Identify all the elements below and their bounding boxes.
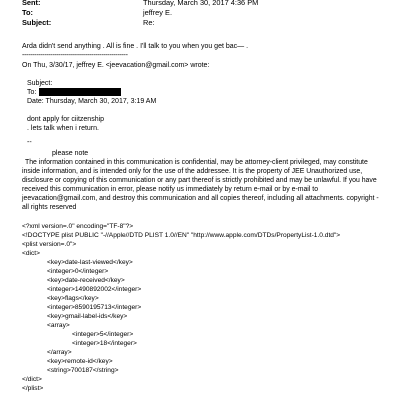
quoted-subject-label: Subject: xyxy=(27,80,53,87)
disclaimer-line-6: all rights reserved xyxy=(22,204,77,211)
disclaimer-line-1: The information contained in this communication is confidential, may be attorney-client privileged, may constitute xyxy=(25,159,368,166)
disclaimer-line-4: received this communication in error, please notify us immediately by return e-mail or by e-mail to xyxy=(22,186,319,193)
dash-line: -- xyxy=(27,139,32,146)
quoted-line-2: . lets talk when i return. xyxy=(27,125,99,132)
xml-plist-open: <plist version=.0"> xyxy=(22,241,77,248)
xml-line: <integer>18</integer> xyxy=(72,340,137,347)
xml-line: <integer>5</integer> xyxy=(72,331,134,338)
xml-plist-close: </plist> xyxy=(22,385,44,392)
xml-line: <string>700187</string> xyxy=(47,367,119,374)
xml-dict-open: <dict> xyxy=(22,250,40,257)
redaction-bar xyxy=(39,88,121,96)
xml-line: <key>date-last-viewed</key> xyxy=(47,259,133,266)
xml-line: <integer>0</integer> xyxy=(47,268,109,275)
xml-line: <integer>1490892002</integer> xyxy=(47,286,142,293)
disclaimer-line-3: disclosure or copying of this communication or any part thereof is strictly prohibited and may be unlawful. If you have xyxy=(22,177,377,184)
please-note: please note xyxy=(52,150,89,157)
xml-line: </array> xyxy=(47,349,72,356)
separator-line: ---------------------------------------------------- xyxy=(22,52,128,59)
quoted-line-1: dont apply for ciitzenship xyxy=(27,116,105,123)
xml-line: <key>flags</key> xyxy=(47,295,99,302)
xml-line: <key>date-received</key> xyxy=(47,277,125,284)
xml-line: <key>gmail-label-ids</key> xyxy=(47,313,128,320)
xml-line: <array> xyxy=(47,322,70,329)
quoted-date-line: Date: Thursday, March 30, 2017, 3:19 AM xyxy=(27,98,157,105)
sent-value: Thursday, March 30, 2017 4:36 PM xyxy=(143,0,259,7)
disclaimer-line-5: jeevacation@gmail.com, and destroy this communication and all copies thereof, including all attachments. copyright - xyxy=(22,195,379,202)
xml-declaration: <?xml version=.0" encoding="TF-8"?> xyxy=(22,223,134,230)
subject-value: Re: xyxy=(143,18,155,27)
xml-doctype: <!DOCTYPE plist PUBLIC "-//Apple//DTD PLIST 1.0//EN" "http://www.apple.com/DTDs/PropertyList-1.0.dtd"> xyxy=(22,232,341,239)
to-label: To: xyxy=(22,8,33,17)
quote-intro: On Thu, 3/30/17, jeffrey E. <jeevacation@gmail.com> wrote: xyxy=(22,62,210,69)
subject-label: Subject: xyxy=(22,18,52,27)
sent-label: Sent: xyxy=(22,0,41,7)
xml-line: <integer>8590195713</integer> xyxy=(47,304,142,311)
xml-dict-close: </dict> xyxy=(22,376,42,383)
reply-line: Arda didn't send anything . All is fine . I'll talk to you when you get bac— . xyxy=(22,43,249,50)
disclaimer-line-2: inside information, and is intended only for the use of the addressee. It is the property of JEE Unauthorized use, xyxy=(22,168,363,175)
to-value: jeffrey E. xyxy=(143,8,173,17)
xml-line: <key>remote-id</key> xyxy=(47,358,113,365)
quoted-to-label: To: xyxy=(27,89,37,96)
